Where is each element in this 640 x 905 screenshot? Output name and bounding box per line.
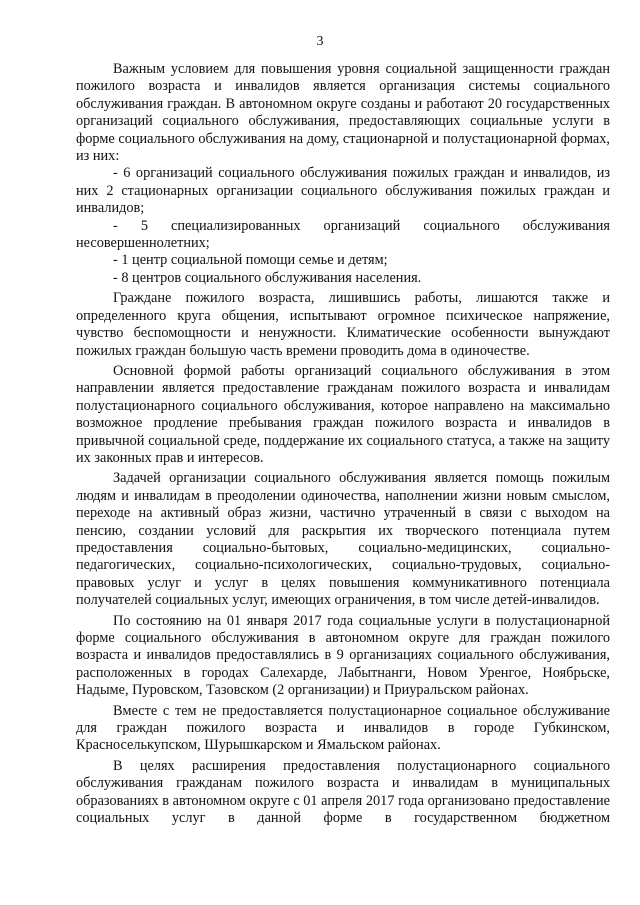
paragraph-task: Задачей организации социального обслуживания является помощь пожилым людям и инвалидам в преодолении одиночества, наполнении жизни новым смыслом, переходе на активный образ жизни, частично утраченный в связи с выходом на пенсию, создании условий для раскрытия их творческого потенциала путем предоставления социально-бытовых, социально-медицинских, социально-педагогических, социально-психологических, социально-трудовых, социально-правовых услуг и услуг в целях повышения коммуникативного потенциала получателей социальных услуг, имеющих ограничения, в том числе детей-инвалидов. (76, 470, 610, 609)
paragraph-main-form: Основной формой работы организаций социального обслуживания в этом направлении является предоставление гражданам пожилого возраста и инвалидам полустационарного социального обслуживания, которое направлено на максимально возможное продление пребывания граждан пожилого возраста и инвалидов в привычной социальной среде, поддержание их социального статуса, а также на защиту их законных прав и интересов. (76, 362, 610, 466)
list-item: - 1 центр социальной помощи семье и детям; (113, 252, 388, 269)
paragraph-not-provided: Вместе с тем не предоставляется полустационарное социальное обслуживание для граждан пожилого возраста и инвалидов в городе Губкинском, Красноселькупском, Шурышкарском и Ямальском районах. (76, 702, 610, 754)
list-item: - 5 специализированных организаций социального обслуживания несовершеннолетних; (76, 217, 610, 252)
page-number: 3 (316, 34, 324, 49)
paragraph-status: По состоянию на 01 января 2017 года социальные услуги в полустационарной форме социального обслуживания в автономном округе для граждан пожилого возраста и инвалидов предоставлялись в 9 организациях социального обслуживания, расположенных в городах Салехарде, Лабытнанги, Новом Уренгое, Ноябрьске, Надыме, Пуровском, Тазовском (2 организации) и Приуральском районах. (76, 612, 610, 699)
document-body (76, 61, 610, 827)
paragraph-expansion: В целях расширения предоставления полустационарного социального обслуживания гражданам пожилого возраста и инвалидам в муниципальных образованиях в автономном округе с 01 апреля 2017 года организовано предоставление социальных услуг в данной форме в государственном бюджетном (76, 757, 610, 827)
list-item: - 8 центров социального обслуживания населения. (113, 269, 422, 286)
paragraph-intro: Важным условием для повышения уровня социальной защищенности граждан пожилого возраста и инвалидов является организация системы социального обслуживания граждан. В автономном округе созданы и работают 20 государственных организаций социального обслуживания, предоставляющих социальные услуги в форме социального обслуживания на дому, стационарной и полустационарной формах, из них: (76, 61, 610, 165)
paragraph-elderly: Граждане пожилого возраста, лишившись работы, лишаются также и определенного круга общения, испытывают огромное психическое напряжение, чувство беспомощности и ненужности. Климатические особенности вынуждают пожилых граждан большую часть времени проводить дома в одиночестве. (76, 290, 610, 359)
list-item: - 6 организаций социального обслуживания пожилых граждан и инвалидов, из них 2 стационарных организации социального обслуживания пожилых граждан и инвалидов; (76, 165, 610, 217)
